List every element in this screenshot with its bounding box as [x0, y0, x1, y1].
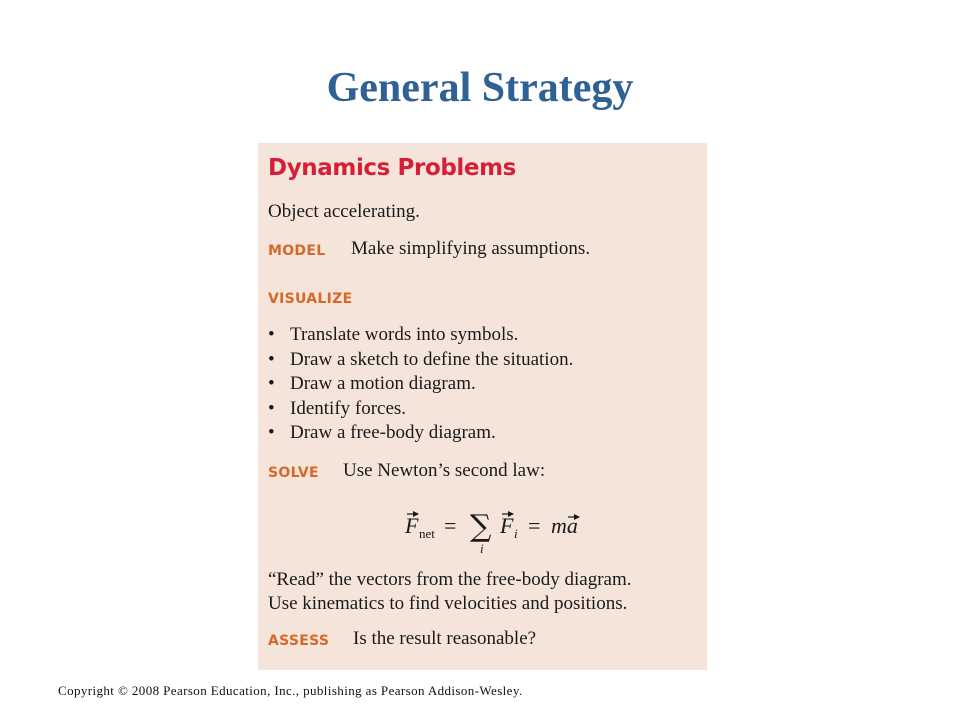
list-item: • Identify forces. — [268, 397, 573, 422]
equation-rhs: ma — [551, 513, 578, 538]
read-vectors-text: “Read” the vectors from the free-body diagram. — [268, 569, 632, 590]
solve-text: Use Newton’s second law: — [343, 460, 546, 481]
intro-text: Object accelerating. — [268, 201, 420, 222]
visualize-label: VISUALIZE — [268, 291, 353, 307]
list-item: • Translate words into symbols. — [268, 323, 573, 348]
equation-lhs: F — [405, 513, 419, 538]
model-text: Make simplifying assumptions. — [351, 238, 591, 259]
equation-term: F — [500, 513, 514, 538]
newton-equation — [258, 503, 707, 559]
assess-text: Is the result reasonable? — [353, 628, 537, 649]
solve-label: SOLVE — [268, 465, 319, 481]
assess-label: ASSESS — [268, 633, 330, 649]
list-item: • Draw a sketch to define the situation. — [268, 348, 573, 373]
slide-title: General Strategy — [326, 65, 634, 111]
equals-sign: = — [528, 513, 541, 538]
equation-term-subscript: i — [514, 526, 518, 541]
copyright-footer: Copyright © 2008 Pearson Education, Inc., publishing as Pearson Addison-Wesley. — [58, 683, 523, 698]
sum-symbol: ∑ — [470, 509, 492, 544]
kinematics-text: Use kinematics to find velocities and positions. — [268, 593, 628, 614]
visualize-list — [268, 323, 573, 446]
list-item: • Draw a motion diagram. — [268, 372, 573, 397]
model-label: MODEL — [268, 243, 326, 259]
dynamics-strategy-box — [258, 143, 707, 670]
list-item: • Draw a free-body diagram. — [268, 421, 573, 446]
equals-sign: = — [444, 513, 457, 538]
equation-lhs-subscript: net — [419, 526, 435, 541]
box-title: Dynamics Problems — [268, 155, 516, 181]
sum-index: i — [480, 541, 484, 556]
